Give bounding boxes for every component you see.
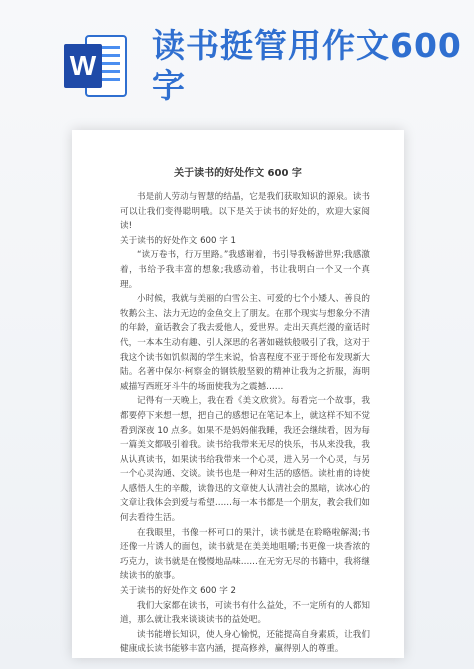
paragraph: 小时候，我就与美丽的白雪公主、可爱的七个小矮人、善良的牧鹅公主、法力无边的金鱼交上了朋友。在那个现实与想象分不清的年龄，童话教会了我去爱他人，爱世界。走出天真烂漫的童话时代，一本本生动有趣、引人深思的名著如磁铁般吸引了我，这对于我这个读书如饥似渴的学生来说，恰喜程度不亚于哥伦布发现新大陆。名著中保尔·柯察金的钢铁般坚毅的精神让我为之折服，海明威描写西班牙斗牛的场面使我为之震撼…… — [120, 294, 370, 392]
paragraph: 我们大家都在读书，可读书有什么益处，不一定所有的人都知道，那么就让我来谈谈读书的益处吧。 — [120, 600, 370, 626]
document-body — [120, 190, 370, 657]
paragraph: 记得有一天晚上，我在看《美文欣赏》。每看完一个故事，我都要停下来想一想，把自己的感想记在笔记本上，就这样不知不觉看到深夜 10 点多。如果不是妈妈催我睡，我还会继续看，因为每一篇美文都吸引着我。读书给我带来无尽的快乐，书从来没我，我从认真读书，如果读书给我带来一个心灵，进入另一个心灵，与另一个心灵沟通、交谈。读书也是一种对生活的感悟。读杜甫的诗使人感悟人生的辛酸，读鲁迅的文章使人认清社会的黑暗，读冰心的文章让我体会到爱与希望……每一本书都是一个朋友，教会我们如何去看待生活。 — [120, 396, 370, 524]
section-subtitle: 关于读书的好处作文 600 字 1 — [120, 235, 237, 246]
document-title: 关于读书的好处作文 600 字 — [174, 168, 302, 179]
document-page — [72, 130, 404, 658]
paragraph: “读万卷书，行万里路。”我感谢着，书引导我畅游世界;我感激着，书给予我丰富的想象;我感动着，书让我明白一个又一个真理。 — [120, 250, 370, 290]
paragraph: 读书能增长知识，使人身心愉悦，还能提高自身素质，让我们健康成长读书能够丰富内涵，提高修养，赢得别人的尊重。 — [120, 629, 370, 655]
page-title: 读书挺管用作文600字 — [152, 26, 462, 105]
section-subtitle: 关于读书的好处作文 600 字 2 — [120, 586, 237, 597]
svg-text:W: W — [69, 50, 97, 81]
paragraph: 书是前人劳动与智慧的结晶，它是我们获取知识的源泉。读书可以让我们变得聪明哦。以下是关于读书的好处的，欢迎大家阅读! — [120, 192, 370, 232]
paragraph: 在我眼里，书像一杯可口的果汁，读书就是在聆略啦解渴;书还像一片诱人的面包，读书就是在美美地咀嚼;书更像一块香浓的巧克力，读书就是在慢慢地品味……在无穷无尽的书籍中，我将继续读书的旅事。 — [120, 527, 370, 582]
header — [0, 0, 474, 112]
word-document-icon — [60, 30, 132, 102]
